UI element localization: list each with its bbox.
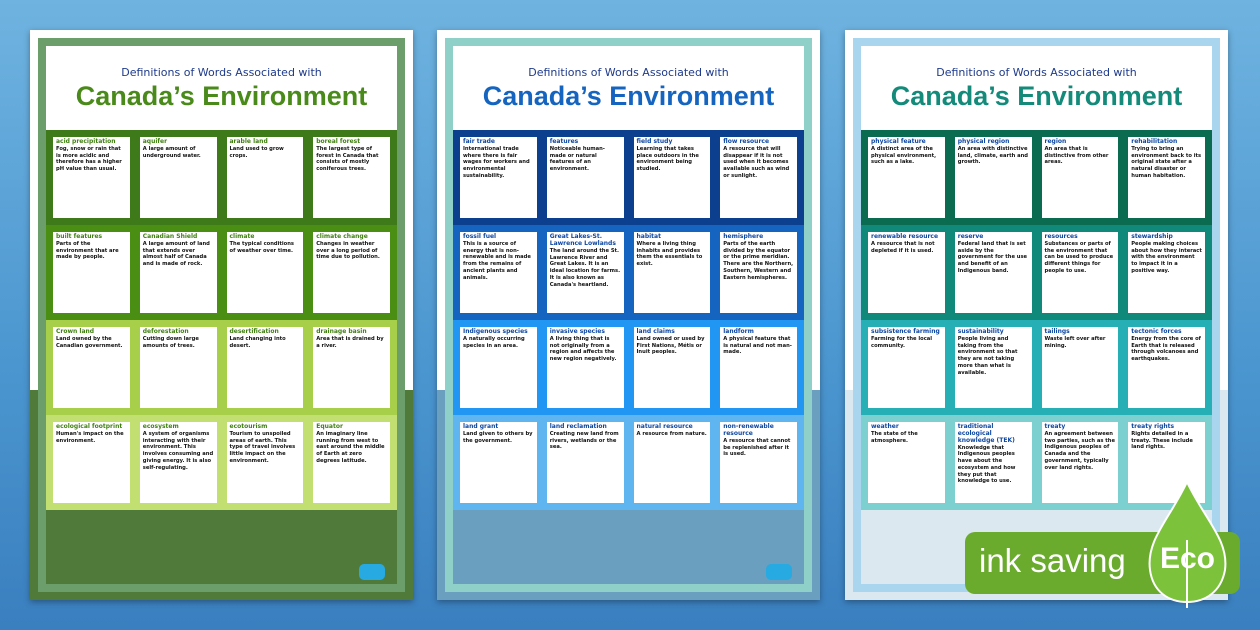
definition: A naturally occurring species in an area. <box>463 335 525 349</box>
definition: An imaginary line running from west to east around the middle of Earth at zero degrees latitude. <box>316 430 385 464</box>
term: sustainability <box>957 328 1004 335</box>
definition: A resource that is not depleted if it is used. <box>871 240 935 254</box>
definition-card <box>631 229 714 316</box>
term: subsistence farming <box>871 328 940 335</box>
definition: Farming for the local community. <box>871 335 933 349</box>
term: land grant <box>463 423 499 430</box>
definition-card <box>457 134 540 221</box>
definition-card <box>544 419 627 506</box>
term: ecosystem <box>142 423 179 430</box>
definition-card <box>457 419 540 506</box>
term: fair trade <box>463 138 496 145</box>
definition-card <box>544 324 627 411</box>
definition-card <box>224 324 307 411</box>
definition-card <box>1125 134 1208 221</box>
definition: People making choices about how they interact with the environment to impact it in a positive way. <box>1131 240 1202 274</box>
definition-card <box>1039 419 1122 506</box>
term: rehabilitation <box>1131 138 1178 145</box>
definition: Noticeable human-made or natural features of an environment. <box>549 145 605 173</box>
definition-row <box>453 130 804 225</box>
poster-blue <box>437 30 820 600</box>
definition-row <box>46 415 397 510</box>
term: land claims <box>636 328 675 335</box>
definition: A large amount of land that extends over almost half of Canada and is made of rock. <box>142 240 210 268</box>
definition-row <box>46 130 397 225</box>
definition: Trying to bring an environment back to its original state after a natural disaster or human habitation. <box>1131 145 1202 179</box>
definition: A resource that cannot be replenished after it is used. <box>723 437 791 458</box>
definition-card <box>50 419 133 506</box>
definition: An agreement between two parties, such as the Indigenous peoples of Canada and the government, typically over land rights. <box>1044 430 1115 471</box>
definition: International trade where there is fair wages for workers and environmental sustainability. <box>463 145 530 179</box>
definition: Creating new land from rivers, wetlands or the sea. <box>549 430 619 451</box>
definition-row <box>861 225 1212 320</box>
term: invasive species <box>549 328 605 335</box>
definition-row <box>46 225 397 320</box>
term: field study <box>636 138 673 145</box>
definition-card <box>865 324 948 411</box>
definition-card <box>865 134 948 221</box>
brand-logo-icon <box>359 564 385 580</box>
definition-row <box>861 320 1212 415</box>
term: deforestation <box>142 328 189 335</box>
term: tectonic forces <box>1131 328 1182 335</box>
definition: A resource that will disappear if it is not used when it becomes available such as wind or sunlight. <box>723 145 790 179</box>
term: landform <box>723 328 754 335</box>
eco-leaf-icon <box>1145 480 1230 610</box>
term: boreal forest <box>316 138 361 145</box>
definition-card <box>717 229 800 316</box>
definition: The largest type of forest in Canada that consists of mostly coniferous trees. <box>316 145 379 173</box>
definition-card <box>224 419 307 506</box>
definition: Fog, snow or rain that is more acidic and therefore has a higher pH value than usual. <box>56 145 122 173</box>
term: non-renewable resource <box>723 423 774 437</box>
definition-card <box>1125 324 1208 411</box>
definition-card <box>1039 229 1122 316</box>
definition-card <box>1039 324 1122 411</box>
definition-card <box>952 229 1035 316</box>
definition-card <box>865 229 948 316</box>
term: flow resource <box>723 138 770 145</box>
definition-card <box>631 134 714 221</box>
definition: The typical conditions of weather over time. <box>229 240 294 254</box>
term: reserve <box>957 233 984 240</box>
term: physical region <box>957 138 1010 145</box>
definition: Rights detailed in a treaty. These include land rights. <box>1131 430 1193 451</box>
definition: A distinct area of the physical environment, such as a lake. <box>871 145 937 166</box>
definition-row <box>861 130 1212 225</box>
definition-card <box>544 134 627 221</box>
term: physical feature <box>871 138 926 145</box>
poster-title: Canada’s Environment <box>890 81 1183 111</box>
definition: Changes in weather over a long period of time due to pollution. <box>316 240 380 261</box>
definition-card <box>1125 229 1208 316</box>
poster-header <box>453 46 804 128</box>
term: land reclamation <box>549 423 607 430</box>
definition-card <box>1039 134 1122 221</box>
poster-subtitle: Definitions of Words Associated with <box>121 66 322 79</box>
definition-card <box>50 229 133 316</box>
definition-row <box>46 320 397 415</box>
term: stewardship <box>1131 233 1173 240</box>
poster-header <box>46 46 397 128</box>
term: renewable resource <box>871 233 939 240</box>
definition-card <box>50 134 133 221</box>
term: traditional ecological knowledge (TEK) <box>957 423 1015 444</box>
definition: Cutting down large amounts of trees. <box>142 335 199 349</box>
term: treaty rights <box>1131 423 1175 430</box>
definition-row <box>453 415 804 510</box>
definition-card <box>952 134 1035 221</box>
poster-green <box>30 30 413 600</box>
term: arable land <box>229 138 268 145</box>
term: climate change <box>316 233 368 240</box>
poster-header <box>861 46 1212 128</box>
definition-card <box>717 324 800 411</box>
poster-subtitle: Definitions of Words Associated with <box>936 66 1137 79</box>
definition: A living thing that is not originally from a region and affects the new region negatively. <box>549 335 617 363</box>
definition: Federal land that is set aside by the government for the use and benefit of an Indigenous band. <box>957 240 1028 274</box>
definition: A system of organisms interacting with their environment. This involves consuming and giving energy. It is also self-regulating. <box>142 430 214 471</box>
definition-card <box>952 419 1035 506</box>
definition: An area with distinctive land, climate, earth and growth. <box>957 145 1028 166</box>
term: ecological footprint <box>56 423 123 430</box>
term: Crown land <box>56 328 95 335</box>
definition-card <box>631 324 714 411</box>
term: resources <box>1044 233 1078 240</box>
definition-card <box>310 134 393 221</box>
term: Great Lakes-St. Lawrence Lowlands <box>549 233 616 247</box>
definition: The state of the atmosphere. <box>871 430 918 444</box>
definition: Parts of the environment that are made by people. <box>56 240 119 261</box>
definition-card <box>50 324 133 411</box>
term: Equator <box>316 423 343 430</box>
definition: Knowledge that Indigenous peoples have about the ecosystem and how they put that knowledge to use. <box>957 444 1016 485</box>
definition: Human's impact on the environment. <box>56 430 124 444</box>
definition: Energy from the core of Earth that is released through volcanoes and earthquakes. <box>1131 335 1201 363</box>
term: fossil fuel <box>463 233 497 240</box>
term: climate <box>229 233 255 240</box>
definition: A large amount of underground water. <box>142 145 201 159</box>
definition: Substances or parts of the environment that can be used to produce different things for people to use. <box>1044 240 1114 274</box>
definition: A resource from nature. <box>636 430 707 437</box>
definition-row <box>453 225 804 320</box>
definition-card <box>457 324 540 411</box>
definition-card <box>137 229 220 316</box>
definition: An area that is distinctive from other areas. <box>1044 145 1109 166</box>
definition: The land around the St. Lawrence River and Great Lakes. It is an ideal location for farms. It is also known as Canada's heartland. <box>549 247 621 288</box>
term: drainage basin <box>316 328 367 335</box>
term: aquifer <box>142 138 168 145</box>
definition-card <box>457 229 540 316</box>
definition-card <box>544 229 627 316</box>
term: tailings <box>1044 328 1070 335</box>
term: natural resource <box>636 423 693 430</box>
definition-card <box>631 419 714 506</box>
definition: Land used to grow crops. <box>229 145 284 159</box>
definition: Land owned by the Canadian government. <box>56 335 123 349</box>
term: Canadian Shield <box>142 233 198 240</box>
term: habitat <box>636 233 661 240</box>
definition-card <box>310 419 393 506</box>
definition-card <box>137 134 220 221</box>
definition-card <box>310 324 393 411</box>
definition-card <box>952 324 1035 411</box>
definition-card <box>224 229 307 316</box>
term: built features <box>56 233 103 240</box>
definition-card <box>310 229 393 316</box>
term: ecotourism <box>229 423 268 430</box>
definition-card <box>137 419 220 506</box>
term: region <box>1044 138 1067 145</box>
definition-card <box>717 419 800 506</box>
poster-subtitle: Definitions of Words Associated with <box>528 66 729 79</box>
definition-card <box>137 324 220 411</box>
poster-title: Canada’s Environment <box>75 81 368 111</box>
definition: Land given to others by the government. <box>463 430 533 444</box>
brand-logo-icon <box>766 564 792 580</box>
term: treaty <box>1044 423 1066 430</box>
term: acid precipitation <box>56 138 116 145</box>
definition: Area that is drained by a river. <box>316 335 384 349</box>
definition: Land changing into desert. <box>229 335 286 349</box>
term: desertification <box>229 328 279 335</box>
definition-card <box>717 134 800 221</box>
definition-row <box>453 320 804 415</box>
definition: Land owned or used by First Nations, Métis or Inuit peoples. <box>636 335 705 356</box>
term: Indigenous species <box>463 328 528 335</box>
term: weather <box>871 423 899 430</box>
definition: A physical feature that is natural and not man-made. <box>723 335 792 356</box>
definition: People living and taking from the environment so that they are not taking more than what is available. <box>957 335 1018 376</box>
definition: Waste left over after mining. <box>1044 335 1106 349</box>
poster-title: Canada’s Environment <box>482 81 775 111</box>
term: features <box>549 138 579 145</box>
definition-card <box>865 419 948 506</box>
definition: This is a source of energy that is non-renewable and is made from the remains of ancient plants and animals. <box>463 240 531 281</box>
definition-card <box>224 134 307 221</box>
definition: Where a living thing inhabits and provides them the essentials to exist. <box>636 240 703 268</box>
definition: Parts of the earth divided by the equator or the prime meridian. There are the Northern, Southern, Western and Eastern hemispheres. <box>723 240 794 281</box>
definition: Learning that takes place outdoors in the environment being studied. <box>636 145 699 173</box>
definition: Tourism to unspoiled areas of earth. This type of travel involves little impact on the environment. <box>229 430 296 464</box>
ink-saving-label: ink saving <box>979 542 1126 579</box>
eco-label: Eco <box>1159 542 1216 575</box>
term: hemisphere <box>723 233 764 240</box>
